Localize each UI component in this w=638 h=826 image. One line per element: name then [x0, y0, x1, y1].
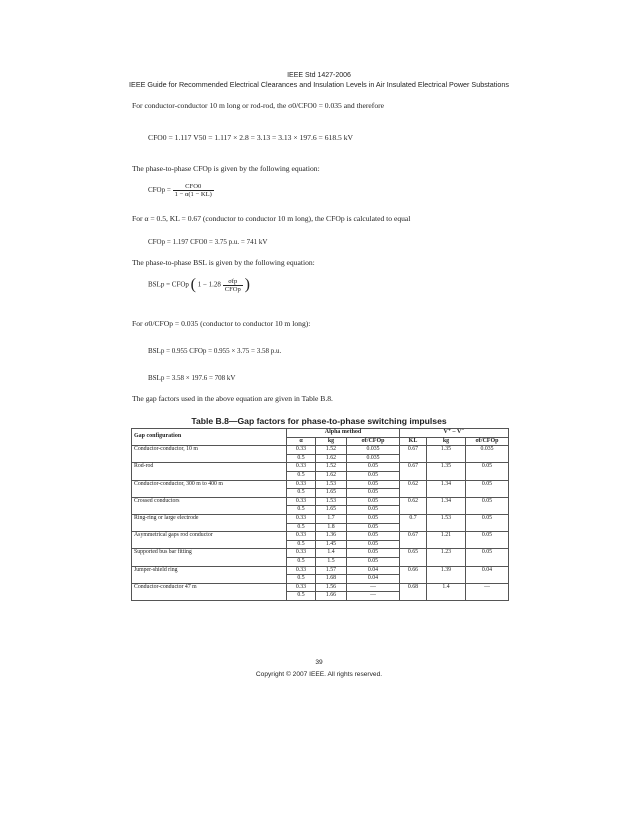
cell-sigma: —	[347, 592, 400, 601]
cell-sigma: 0.05	[347, 540, 400, 549]
copyright: Copyright © 2007 IEEE. All rights reserved.	[255, 671, 383, 678]
cell-kg: 1.68	[316, 575, 347, 584]
eq4-close-paren: )	[244, 276, 250, 293]
cell-alpha: 0.33	[287, 566, 316, 575]
cell-kl: 0.7	[400, 514, 427, 531]
paragraph-5: For σ0/CFOp = 0.035 (conductor to conductor 10 m long):	[132, 319, 311, 328]
cell-alpha: 0.33	[287, 583, 316, 592]
cell-kg-v: 1.35	[427, 463, 466, 480]
cell-kg: 1.66	[316, 592, 347, 601]
paragraph-4: The phase-to-phase BSL is given by the following equation:	[132, 258, 315, 267]
col-sigma-v: σf/CFOp	[466, 437, 509, 446]
cell-sigma-v: 0.05	[466, 532, 509, 549]
page-number: 39	[315, 659, 323, 666]
col-gap-configuration: Gap configuration	[132, 429, 287, 446]
cell-alpha: 0.33	[287, 480, 316, 489]
cell-kl: 0.68	[400, 583, 427, 600]
eq4-denominator: CFOp	[224, 285, 241, 293]
cell-sigma: 0.05	[347, 471, 400, 480]
row-gap-name: Crossed conductors	[132, 497, 287, 514]
cell-kl: 0.62	[400, 480, 427, 497]
row-gap-name: Conductor-conductor, 300 m to 400 m	[132, 480, 287, 497]
cell-kg: 1.62	[316, 454, 347, 463]
table-row	[132, 463, 509, 472]
cell-kg-v: 1.39	[427, 566, 466, 583]
cell-sigma: 0.05	[347, 463, 400, 472]
table-caption: Table B.8—Gap factors for phase-to-phase switching impulses	[191, 416, 447, 426]
cell-kg: 1.36	[316, 532, 347, 541]
header-standard: IEEE Std 1427-2006	[287, 72, 351, 79]
cell-kg-v: 1.4	[427, 583, 466, 600]
cell-kl: 0.66	[400, 566, 427, 583]
equation-cfop	[148, 183, 214, 198]
cell-kg-v: 1.35	[427, 446, 466, 463]
cell-sigma: 0.05	[347, 532, 400, 541]
cell-sigma-v: 0.05	[466, 549, 509, 566]
cell-sigma-v: —	[466, 583, 509, 600]
cell-kg: 1.62	[316, 471, 347, 480]
cell-sigma: 0.05	[347, 480, 400, 489]
col-v-plus-minus: V⁺ – V⁻	[400, 429, 509, 438]
cell-kg-v: 1.34	[427, 497, 466, 514]
cell-sigma: 0.035	[347, 446, 400, 455]
cell-kl: 0.67	[400, 446, 427, 463]
cell-kg-v: 1.21	[427, 532, 466, 549]
paragraph-1: For conductor-conductor 10 m long or rod-rod, the σ0/CFO0 = 0.035 and therefore	[132, 101, 385, 110]
eq4-fraction	[223, 278, 243, 293]
cell-kg: 1.7	[316, 514, 347, 523]
cell-kg: 1.53	[316, 480, 347, 489]
table-row	[132, 566, 509, 575]
cell-alpha: 0.5	[287, 557, 316, 566]
cell-sigma-v: 0.05	[466, 480, 509, 497]
table-row	[132, 583, 509, 592]
row-gap-name: Rod-rod	[132, 463, 287, 480]
col-sigma: σf/CFOp	[347, 437, 400, 446]
paragraph-2: The phase-to-phase CFOp is given by the following equation:	[132, 164, 320, 173]
table-row	[132, 446, 509, 455]
eq4-lhs: BSLp = CFOp	[148, 280, 189, 289]
cell-kg: 1.65	[316, 506, 347, 515]
cell-kg: 1.53	[316, 497, 347, 506]
cell-sigma: 0.05	[347, 514, 400, 523]
table-row	[132, 514, 509, 523]
cell-sigma: 0.05	[347, 506, 400, 515]
row-gap-name: Conductor-conductor, 10 m	[132, 446, 287, 463]
cell-kg: 1.65	[316, 489, 347, 498]
cell-kg: 1.52	[316, 463, 347, 472]
cell-alpha: 0.5	[287, 506, 316, 515]
col-alpha-method: Alpha method	[287, 429, 400, 438]
eq2-lhs: CFOp =	[148, 186, 171, 195]
paragraph-3: For α = 0.5, KL = 0.67 (conductor to conductor 10 m long), the CFOp is calculated to equal	[132, 214, 411, 223]
cell-alpha: 0.33	[287, 497, 316, 506]
equation-cfop-value: CFOp = 1.197 CFO0 = 3.75 p.u. = 741 kV	[148, 238, 268, 246]
col-kl: KL	[400, 437, 427, 446]
row-gap-name: Jumper-shield ring	[132, 566, 287, 583]
cell-alpha: 0.5	[287, 575, 316, 584]
row-gap-name: Ring-ring or large electrode	[132, 514, 287, 531]
equation-bslp	[148, 277, 250, 293]
col-kg-v: kg	[427, 437, 466, 446]
eq2-denominator: 1 − α(1 − KL)	[174, 191, 212, 198]
cell-kg-v: 1.34	[427, 480, 466, 497]
cell-sigma: 0.05	[347, 523, 400, 532]
cell-kl: 0.62	[400, 497, 427, 514]
cell-sigma: 0.05	[347, 497, 400, 506]
cell-sigma-v: 0.05	[466, 463, 509, 480]
table-row	[132, 532, 509, 541]
equation-cfo0: CFO0 = 1.117 V50 = 1.117 × 2.8 = 3.13 = 3.13 × 197.6 = 618.5 kV	[148, 133, 353, 142]
cell-kg: 1.5	[316, 557, 347, 566]
cell-sigma: 0.05	[347, 489, 400, 498]
cell-kg: 1.4	[316, 549, 347, 558]
table-row	[132, 549, 509, 558]
header-title: IEEE Guide for Recommended Electrical Clearances and Insulation Levels in Air Insulated Electrical Power Substations	[129, 80, 509, 89]
cell-alpha: 0.33	[287, 446, 316, 455]
cell-sigma: —	[347, 583, 400, 592]
row-gap-name: Conductor-conductor 47 m	[132, 583, 287, 600]
cell-kg-v: 1.53	[427, 514, 466, 531]
cell-sigma-v: 0.05	[466, 514, 509, 531]
eq4-numerator: σfp	[223, 278, 243, 286]
cell-sigma-v: 0.04	[466, 566, 509, 583]
equation-bslp-kv: BSLp = 3.58 × 197.6 = 708 kV	[148, 374, 236, 382]
cell-alpha: 0.33	[287, 463, 316, 472]
col-alpha: α	[287, 437, 316, 446]
eq2-numerator: CFO0	[173, 183, 214, 191]
cell-sigma: 0.05	[347, 557, 400, 566]
cell-alpha: 0.33	[287, 549, 316, 558]
cell-kg-v: 1.23	[427, 549, 466, 566]
cell-alpha: 0.5	[287, 454, 316, 463]
cell-kg: 1.52	[316, 446, 347, 455]
equation-bslp-pu: BSLp = 0.955 CFOp = 0.955 × 3.75 = 3.58 p.u.	[148, 347, 282, 355]
cell-alpha: 0.33	[287, 514, 316, 523]
cell-alpha: 0.5	[287, 489, 316, 498]
cell-kl: 0.65	[400, 549, 427, 566]
cell-alpha: 0.5	[287, 471, 316, 480]
table-row	[132, 497, 509, 506]
paragraph-6: The gap factors used in the above equation are given in Table B.8.	[132, 394, 333, 403]
cell-kg: 1.56	[316, 583, 347, 592]
cell-sigma: 0.04	[347, 575, 400, 584]
cell-alpha: 0.5	[287, 592, 316, 601]
table-row	[132, 480, 509, 489]
eq4-open-paren: (	[190, 276, 196, 293]
cell-kg: 1.45	[316, 540, 347, 549]
cell-kl: 0.67	[400, 463, 427, 480]
cell-sigma: 0.05	[347, 549, 400, 558]
cell-sigma-v: 0.035	[466, 446, 509, 463]
col-kg: kg	[316, 437, 347, 446]
cell-sigma: 0.04	[347, 566, 400, 575]
cell-kg: 1.57	[316, 566, 347, 575]
cell-alpha: 0.5	[287, 523, 316, 532]
cell-sigma: 0.035	[347, 454, 400, 463]
gap-factors-table	[131, 428, 509, 601]
eq2-fraction	[173, 183, 214, 198]
cell-alpha: 0.33	[287, 532, 316, 541]
cell-sigma-v: 0.05	[466, 497, 509, 514]
cell-kl: 0.67	[400, 532, 427, 549]
cell-alpha: 0.5	[287, 540, 316, 549]
row-gap-name: Supported bus bar fitting	[132, 549, 287, 566]
eq4-mid: 1 − 1.28	[197, 280, 221, 289]
row-gap-name: Asymmetrical gaps rod conductor	[132, 532, 287, 549]
cell-kg: 1.8	[316, 523, 347, 532]
